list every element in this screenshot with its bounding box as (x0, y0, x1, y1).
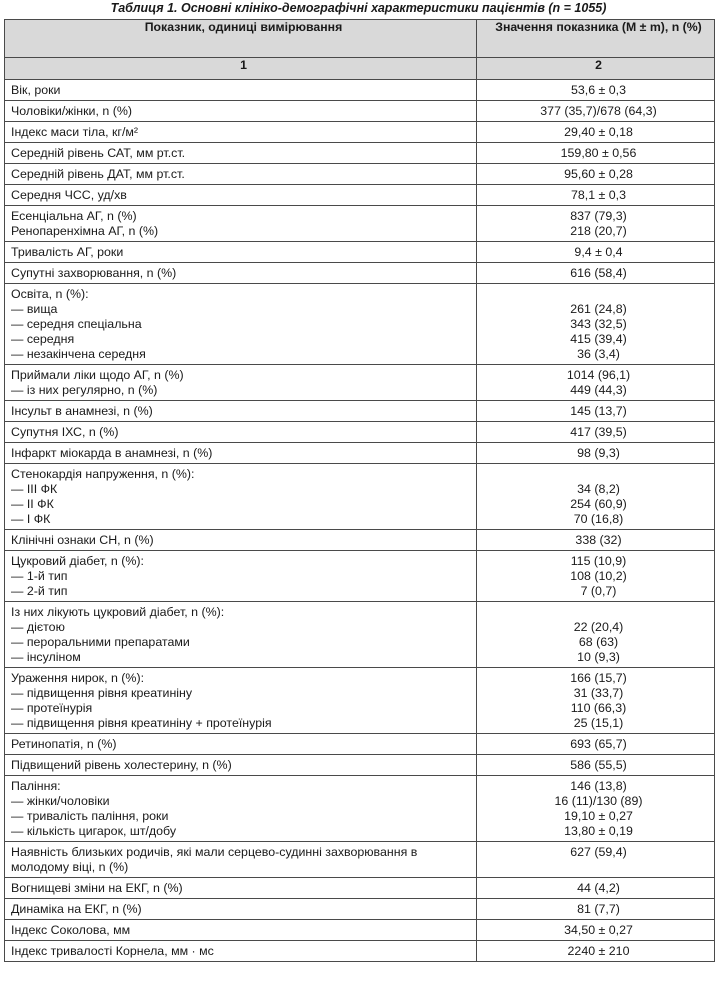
value-cell (477, 80, 715, 101)
indicator-text: — дієтою (11, 620, 65, 634)
table-row (5, 164, 715, 185)
indicator-text: Супутні захворювання, n (%) (11, 266, 177, 280)
indicator-text: Ураження нирок, n (%): (11, 671, 145, 685)
table-row (5, 602, 715, 668)
indicator-cell (5, 941, 477, 962)
indicator-text: молодому віці, n (%) (11, 860, 129, 874)
indicator-text: — II ФК (11, 497, 54, 511)
indicator-text: Вогнищеві зміни на ЕКГ, n (%) (11, 881, 183, 895)
value-text: 44 (4,2) (577, 881, 620, 895)
column-header-indicator: Показник, одиниці вимірювання (5, 20, 477, 58)
indicator-cell (5, 551, 477, 602)
indicator-text: Клінічні ознаки СН, n (%) (11, 533, 154, 547)
indicator-text: Тривалість АГ, роки (11, 245, 124, 259)
value-text: 1014 (96,1) (566, 368, 631, 382)
indicator-cell (5, 284, 477, 365)
column-header-value (477, 20, 715, 58)
table-row (5, 899, 715, 920)
value-text: 338 (32) (575, 533, 622, 547)
indicator-cell (5, 164, 477, 185)
indicator-text: Із них лікують цукровий діабет, n (%): (11, 605, 225, 619)
value-cell (477, 899, 715, 920)
indicator-text: Цукровий діабет, n (%): (11, 554, 144, 568)
indicator-cell (5, 464, 477, 530)
indicator-text: Наявність близьких родичів, які мали серцево-судинні захворювання в (11, 845, 418, 859)
indicator-text: — III ФК (11, 482, 58, 496)
indicator-text: — вища (11, 302, 58, 316)
value-text (483, 605, 714, 620)
value-text (483, 287, 714, 302)
table-row (5, 734, 715, 755)
value-text: 7 (0,7) (580, 584, 617, 598)
value-text (483, 467, 714, 482)
value-text: 449 (44,3) (570, 383, 627, 397)
indicator-cell (5, 878, 477, 899)
value-text: 53,6 ± 0,3 (570, 83, 627, 97)
table-row (5, 365, 715, 401)
indicator-cell (5, 422, 477, 443)
value-text: 417 (39,5) (570, 425, 627, 439)
table-row (5, 242, 715, 263)
indicator-cell (5, 185, 477, 206)
value-text: 19,10 ± 0,27 (564, 809, 633, 823)
indicator-cell (5, 101, 477, 122)
value-cell (477, 443, 715, 464)
indicator-text: — 1-й тип (11, 569, 68, 583)
table-row (5, 185, 715, 206)
value-cell (477, 551, 715, 602)
indicator-text: Середня ЧСС, уд/хв (11, 188, 127, 202)
indicator-text: — із них регулярно, n (%) (11, 383, 158, 397)
indicator-text: Інфаркт міокарда в анамнезі, n (%) (11, 446, 213, 460)
indicator-text: Есенціальна АГ, n (%) (11, 209, 137, 223)
indicator-cell (5, 776, 477, 842)
table-caption: Таблиця 1. Основні клініко-демографічні характеристики пацієнтів (n = 1055) (110, 1, 607, 15)
indicator-text: Паління: (11, 779, 61, 793)
indicator-text: Індекс маси тіла, кг/м² (11, 125, 139, 139)
table-row (5, 842, 715, 878)
value-cell (477, 464, 715, 530)
value-cell (477, 602, 715, 668)
value-text: 377 (35,7)/678 (64,3) (540, 104, 657, 118)
value-text: 78,1 ± 0,3 (570, 188, 627, 202)
value-text: 10 (9,3) (577, 650, 620, 664)
value-cell (477, 755, 715, 776)
value-text: 2240 ± 210 (567, 944, 630, 958)
indicator-text: Ретинопатія, n (%) (11, 737, 117, 751)
value-cell (477, 164, 715, 185)
indicator-text: Підвищений рівень холестерину, n (%) (11, 758, 232, 772)
indicator-cell (5, 206, 477, 242)
indicator-text: Вік, роки (11, 83, 61, 97)
indicator-cell (5, 122, 477, 143)
indicator-text: Індекс Соколова, мм (11, 923, 131, 937)
indicator-text: — 2-й тип (11, 584, 68, 598)
value-text: 586 (55,5) (570, 758, 627, 772)
table-body (5, 80, 715, 962)
value-cell (477, 668, 715, 734)
indicator-cell (5, 530, 477, 551)
indicator-text: Чоловіки/жінки, n (%) (11, 104, 132, 118)
value-cell (477, 242, 715, 263)
column-header-value-line1: Значення показника (495, 20, 619, 34)
table-row (5, 530, 715, 551)
value-text: 343 (32,5) (570, 317, 627, 331)
indicator-text: — протеїнурія (11, 701, 93, 715)
value-text: 159,80 ± 0,56 (560, 146, 637, 160)
value-text: 25 (15,1) (573, 716, 624, 730)
value-text: 145 (13,7) (570, 404, 627, 418)
value-text: 166 (15,7) (570, 671, 627, 685)
indicator-text: Індекс тривалості Корнела, мм · мс (11, 944, 214, 958)
value-cell (477, 284, 715, 365)
indicator-text: — інсуліном (11, 650, 81, 664)
value-cell (477, 734, 715, 755)
value-cell (477, 101, 715, 122)
value-cell (477, 401, 715, 422)
indicator-cell (5, 263, 477, 284)
value-cell (477, 263, 715, 284)
indicator-text: Середній рівень САТ, мм рт.ст. (11, 146, 186, 160)
value-text: 254 (60,9) (570, 497, 627, 511)
value-text: 13,80 ± 0,19 (564, 824, 633, 838)
indicator-text: Приймали ліки щодо АГ, n (%) (11, 368, 184, 382)
value-cell (477, 206, 715, 242)
indicator-text: Стенокардія напруження, n (%): (11, 467, 195, 481)
value-cell (477, 143, 715, 164)
patient-characteristics-table (4, 19, 715, 962)
value-text: 108 (10,2) (570, 569, 627, 583)
table-row (5, 443, 715, 464)
indicator-text: — середня (11, 332, 75, 346)
indicator-cell (5, 401, 477, 422)
indicator-text: Динаміка на ЕКГ, n (%) (11, 902, 142, 916)
table-row (5, 941, 715, 962)
value-text: 616 (58,4) (570, 266, 627, 280)
value-cell (477, 842, 715, 878)
indicator-text: Інсульт в анамнезі, n (%) (11, 404, 153, 418)
table-row (5, 776, 715, 842)
indicator-text: — підвищення рівня креатиніну (11, 686, 193, 700)
indicator-text: — підвищення рівня креатиніну + протеїнурія (11, 716, 272, 730)
indicator-cell (5, 80, 477, 101)
table-row (5, 143, 715, 164)
value-text: 627 (59,4) (570, 845, 627, 859)
value-text: 837 (79,3) (570, 209, 627, 223)
value-text: 146 (13,8) (570, 779, 627, 793)
indicator-cell (5, 365, 477, 401)
value-cell (477, 185, 715, 206)
table-row (5, 263, 715, 284)
indicator-text: — жінки/чоловіки (11, 794, 110, 808)
indicator-cell (5, 899, 477, 920)
value-text: 68 (63) (578, 635, 619, 649)
indicator-cell (5, 734, 477, 755)
indicator-text: — пероральними препаратами (11, 635, 190, 649)
value-cell (477, 422, 715, 443)
value-cell (477, 920, 715, 941)
indicator-text: — незакінчена середня (11, 347, 146, 361)
value-text: 34 (8,2) (577, 482, 620, 496)
column-number-1: 1 (5, 58, 477, 80)
value-text: 95,60 ± 0,28 (564, 167, 633, 181)
value-text: 693 (65,7) (570, 737, 627, 751)
indicator-cell (5, 443, 477, 464)
indicator-text: Супутня ІХС, n (%) (11, 425, 119, 439)
table-row (5, 101, 715, 122)
value-text: 415 (39,4) (570, 332, 627, 346)
table-row (5, 755, 715, 776)
value-text: 34,50 ± 0,27 (564, 923, 633, 937)
table-row (5, 551, 715, 602)
indicator-cell (5, 755, 477, 776)
value-cell (477, 878, 715, 899)
indicator-cell (5, 842, 477, 878)
indicator-text: — середня спеціальна (11, 317, 142, 331)
value-cell (477, 365, 715, 401)
table-row (5, 422, 715, 443)
table-row (5, 668, 715, 734)
indicator-text: Ренопаренхімна АГ, n (%) (11, 224, 159, 238)
column-header-value-line2: (M ± m), n (%) (621, 20, 702, 34)
indicator-text: — I ФК (11, 512, 51, 526)
value-text: 9,4 ± 0,4 (574, 245, 623, 259)
indicator-text: — кількість цигарок, шт/добу (11, 824, 177, 838)
value-cell (477, 941, 715, 962)
value-cell (477, 530, 715, 551)
indicator-cell (5, 143, 477, 164)
value-text: 70 (16,8) (573, 512, 624, 526)
value-text: 29,40 ± 0,18 (564, 125, 633, 139)
value-text: 218 (20,7) (570, 224, 627, 238)
value-text (483, 860, 714, 875)
indicator-cell (5, 242, 477, 263)
table-row (5, 464, 715, 530)
value-text: 81 (7,7) (577, 902, 620, 916)
value-text: 22 (20,4) (573, 620, 624, 634)
indicator-cell (5, 920, 477, 941)
value-text: 115 (10,9) (570, 554, 627, 568)
table-row (5, 284, 715, 365)
indicator-cell (5, 602, 477, 668)
value-cell (477, 122, 715, 143)
indicator-text: Освіта, n (%): (11, 287, 89, 301)
indicator-text: Середній рівень ДАТ, мм рт.ст. (11, 167, 185, 181)
value-text: 98 (9,3) (577, 446, 620, 460)
value-text: 31 (33,7) (573, 686, 624, 700)
table-row (5, 122, 715, 143)
value-text: 36 (3,4) (577, 347, 620, 361)
column-number-2: 2 (477, 58, 715, 80)
table-header (5, 20, 715, 80)
table-row (5, 206, 715, 242)
value-text: 261 (24,8) (570, 302, 627, 316)
table-row (5, 878, 715, 899)
value-text: 16 (11)/130 (89) (554, 794, 643, 808)
indicator-cell (5, 668, 477, 734)
indicator-text: — тривалість паління, роки (11, 809, 169, 823)
value-cell (477, 776, 715, 842)
table-row (5, 401, 715, 422)
value-text: 110 (66,3) (570, 701, 627, 715)
table-row (5, 80, 715, 101)
table-row (5, 920, 715, 941)
